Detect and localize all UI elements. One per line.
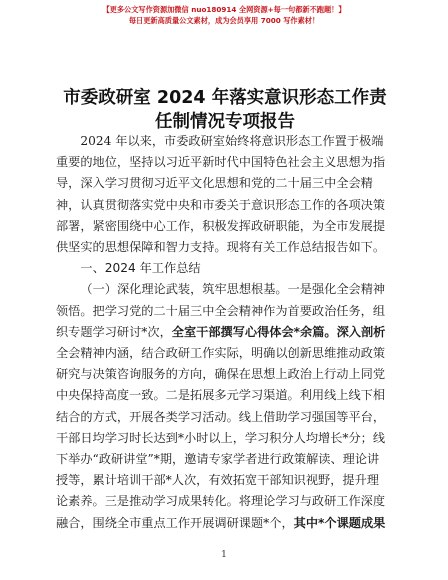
document-title: 市委政研室 2024 年落实意识形态工作责任制情况专项报告 [63, 88, 387, 132]
document-body [56, 131, 388, 534]
promo-banner [0, 4, 448, 26]
section-heading: 一、2024 年工作总结 [80, 261, 201, 276]
paragraph-1-text-b: 全会精神内涵，结合政研工作实际，明确以创新思维推动政策研究与决策咨询服务的方向，确保在思想上政治上行动上同党中央保持高度一致。二是拓展多元学习渠道。利用线上线下相结合的方式，开展各类学习活动。线上借助学习强国等平台，干部日均学习时长达到*小时以上，学习积分人均增长*分；线下举办“政研讲堂”*期，邀请专家学者进行政策解读、理论讲授等，累计培训干部*人次，有效拓宽干部知识视野，提升理论素养。三是推动学习成果转化。将理论学习与政研工作深度融合，围绕全市重点工作开展调研课题*个， [56, 346, 386, 530]
paragraph-1-bold-a: 全室干部撰写心得体会*余篇。深入剖析 [171, 324, 386, 339]
intro-paragraph: 2024 年以来，市委政研室始终将意识形态工作置于极端重要的地位，坚持以习近平新时代中国特色社会主义思想为指导，深入学习贯彻习近平文化思想和党的二十届三中全会精神，认真贯彻落实党中央和市委关于意识形态工作的各项决策部署，紧密围绕中心工作，积极发挥政研职能，为全市发展提供坚实的思想保障和智力支持。现将有关工作总结报告如下。 [56, 134, 386, 255]
promo-banner-line1: 【更多公文写作资源加微信 nuo180914 全网资源+每一句都新不跑题！】 [102, 5, 346, 14]
page-number: 1 [221, 550, 227, 560]
promo-banner-line2: 每日更新高质量公文素材，成为会员享用 7000 写作素材！ [128, 16, 320, 25]
paragraph-1-bold-b: 其中*个课题成果 [293, 515, 386, 530]
paragraph-1 [56, 279, 388, 533]
paragraph-1-text-a: （一）深化理论武装，筑牢思想根基。一是强化全会精神领悟。把学习党的二十届三中全会精神作为首要政治任务，组织专题学习研讨*次， [56, 282, 386, 339]
